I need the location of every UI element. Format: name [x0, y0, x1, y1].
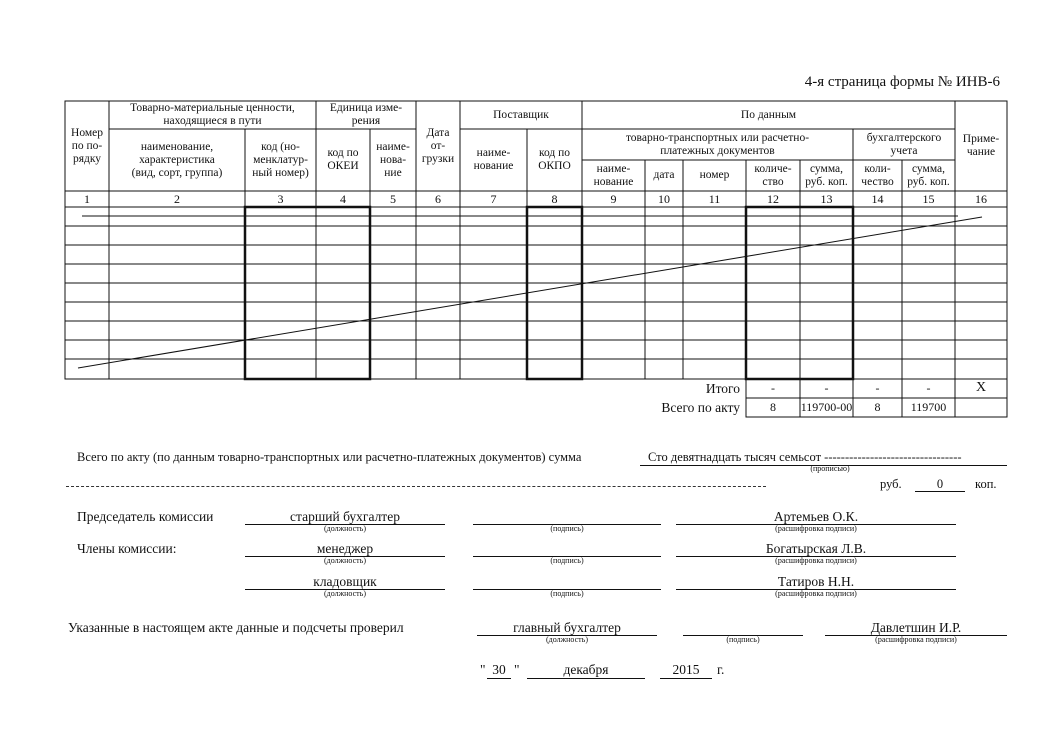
itogo-cell: - — [824, 381, 829, 395]
header-goods-name: наименование, характеристика (вид, сорт, группа) — [131, 140, 223, 179]
itogo-cell: - — [771, 381, 775, 395]
decode-hint: (расшифровка подписи) — [775, 524, 857, 533]
member1-position: менеджер — [316, 541, 374, 556]
col-number: 2 — [174, 192, 180, 206]
header-note: Приме- чание — [962, 133, 1000, 158]
col-number: 1 — [84, 192, 90, 206]
col-number: 12 — [767, 192, 779, 206]
header-unit-name: наиме- нова- ние — [376, 140, 410, 179]
chairman-position: старший бухгалтер — [290, 509, 400, 524]
header-acc-sum: сумма, руб. коп. — [907, 162, 950, 188]
col-number: 16 — [975, 192, 987, 206]
header-doc-number: номер — [699, 169, 730, 181]
member1-name: Богатырская Л.В. — [765, 541, 867, 556]
col-number: 3 — [277, 192, 284, 206]
checker-position: главный бухгалтер — [513, 620, 621, 635]
col-number: 7 — [490, 192, 497, 206]
kop-value: 0 — [936, 477, 944, 491]
header-by-data: По данным — [740, 108, 797, 121]
vsego-cell: 8 — [874, 400, 881, 414]
header-unit: Единица изме- рения — [329, 102, 403, 127]
col-number: 5 — [390, 192, 396, 206]
header-acc-qty: коли- чество — [861, 162, 894, 188]
position-hint: (должность) — [324, 524, 366, 533]
sum-text: Всего по акту (по данным товарно-транспортных или расчетно-платежных документов) сумма — [77, 450, 582, 464]
header-row-number: Номер по по- рядку — [71, 126, 103, 165]
checked-label: Указанные в настоящем акте данные и подсчеты проверил — [68, 620, 404, 635]
date-month: декабря — [563, 662, 609, 677]
col-number: 13 — [820, 192, 833, 206]
form-title: 4-я страница формы № ИНВ-6 — [804, 74, 1000, 90]
date-year-suffix: г. — [717, 662, 725, 677]
position-hint: (должность) — [324, 589, 366, 598]
vsego-cell: 119700 — [910, 400, 947, 414]
col-number: 15 — [922, 192, 935, 206]
sign-hint: (подпись) — [550, 589, 584, 598]
sign-hint: (подпись) — [550, 524, 584, 533]
col-number: 4 — [340, 192, 346, 206]
col-number: 6 — [435, 192, 441, 206]
vsego-cell: 8 — [770, 400, 776, 414]
col-number: 8 — [551, 192, 558, 206]
member2-position: кладовщик — [313, 574, 377, 589]
col-number: 10 — [658, 192, 670, 206]
member2-name: Татиров Н.Н. — [777, 574, 855, 589]
header-accounting: бухгалтерского учета — [866, 131, 942, 157]
header-supplier-name: наиме- нование — [473, 147, 514, 172]
date-quote-open: " — [480, 662, 486, 677]
rub-label: руб. — [880, 477, 902, 491]
col-number: 14 — [871, 192, 884, 206]
chairman-label: Председатель комиссии — [77, 509, 214, 524]
itogo-label: Итого — [705, 381, 740, 396]
decode-hint: (расшифровка подписи) — [775, 556, 857, 565]
sum-words-hint: (прописью) — [810, 464, 850, 473]
header-supplier: Поставщик — [493, 108, 549, 121]
sign-hint: (подпись) — [550, 556, 584, 565]
position-hint: (должность) — [546, 635, 588, 644]
decode-hint: (расшифровка подписи) — [875, 635, 957, 644]
decode-hint: (расшифровка подписи) — [775, 589, 857, 598]
itogo-cell: - — [875, 381, 880, 395]
sum-words: Сто девятнадцать тысяч семьсот --------------------------------- — [648, 450, 962, 464]
date-year: 2015 — [672, 662, 700, 677]
header-doc-sum: сумма, руб. коп. — [805, 162, 848, 188]
checker-name: Давлетшин И.Р. — [870, 620, 962, 635]
header-doc-qty: количе- ство — [754, 162, 792, 188]
col-number: 9 — [610, 192, 617, 206]
col-number: 11 — [708, 192, 721, 206]
header-goods: Товарно-материальные ценности, находящиеся в пути — [130, 102, 295, 127]
header-doc-name: наиме- нование — [593, 162, 634, 188]
itogo-x: Х — [975, 380, 987, 395]
header-okpo: код по ОКПО — [538, 147, 571, 172]
itogo-cell: - — [926, 381, 931, 395]
date-quote-close: " — [514, 662, 520, 677]
members-label: Члены комиссии: — [77, 541, 177, 556]
header-goods-code: код (но- менклатур- ный номер) — [252, 140, 309, 179]
header-doc-date: дата — [653, 169, 675, 181]
header-ship-date: Дата от- грузки — [421, 126, 455, 165]
header-ttn: товарно-транспортных или расчетно- платежных документов — [625, 131, 810, 157]
chairman-name: Артемьев О.К. — [773, 509, 859, 524]
kop-label: коп. — [975, 477, 997, 491]
date-day: 30 — [492, 662, 506, 677]
sign-hint: (подпись) — [726, 635, 760, 644]
vsego-label: Всего по акту — [661, 400, 740, 415]
header-okei: код по ОКЕИ — [327, 147, 359, 172]
position-hint: (должность) — [324, 556, 366, 565]
vsego-cell: 119700-00 — [800, 400, 853, 414]
